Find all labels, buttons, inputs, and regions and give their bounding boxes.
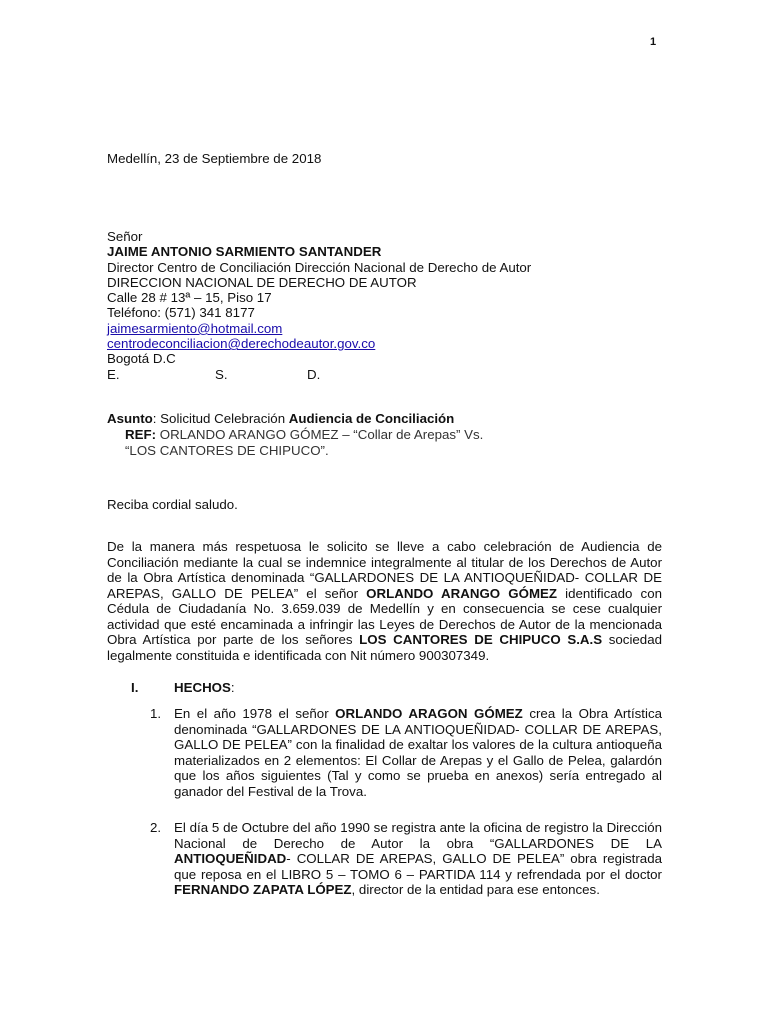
ref-text-2: “LOS CANTORES DE CHIPUCO”. bbox=[125, 443, 329, 458]
item-bold: ANTIOQUEÑIDAD bbox=[174, 851, 287, 867]
item-text: En el año 1978 el señor bbox=[174, 706, 336, 721]
item-bold: ORLANDO ARAGON GÓMEZ bbox=[335, 706, 523, 721]
section-colon: : bbox=[230, 680, 235, 695]
list-item bbox=[150, 820, 662, 898]
recipient-phone: Teléfono: (571) 341 8177 bbox=[107, 305, 255, 321]
recipient-name: JAIME ANTONIO SARMIENTO SANTANDER bbox=[107, 244, 382, 260]
greeting: Reciba cordial saludo. bbox=[107, 497, 238, 512]
email-link-2[interactable]: centrodeconciliacion@derechodeautor.gov.co bbox=[107, 336, 376, 352]
section-title: HECHOS bbox=[174, 680, 231, 695]
esd-s: S. bbox=[215, 366, 228, 382]
esd-d: D. bbox=[307, 366, 321, 382]
intro-paragraph bbox=[107, 539, 662, 663]
item-bold: FERNANDO ZAPATA LÓPEZ bbox=[174, 882, 352, 898]
item-text: , director de la entidad para ese entonces. bbox=[351, 882, 600, 898]
page-number: 1 bbox=[650, 36, 657, 48]
ref-label: REF: bbox=[125, 427, 157, 442]
intro-text-2: identificado con Cédula de Ciudadanía No. 3.659.039 de Medellín y en consecuencia se cese cualquier actividad que esté encaminada a infringir las Leyes de Derechos de Autor de la mencionada Obra Artística por parte de los señores bbox=[107, 585, 662, 647]
recipient-title: Director Centro de Conciliación Dirección Nacional de Derecho de Autor bbox=[107, 259, 532, 275]
subject-block bbox=[107, 411, 667, 459]
section-number: I. bbox=[131, 680, 139, 695]
section-heading bbox=[131, 680, 235, 695]
date-line: Medellín, 23 de Septiembre de 2018 bbox=[107, 151, 322, 166]
intro-name: ORLANDO ARANGO GÓMEZ bbox=[366, 585, 558, 601]
subject-text: : Solicitud Celebración bbox=[152, 411, 289, 426]
item-text: El día 5 de Octubre del año 1990 se registra ante la oficina de registro la Dirección Nacional de Derecho de Autor la obra “GALLARDONES DE LA bbox=[174, 820, 662, 851]
item-number: 2. bbox=[150, 820, 162, 835]
list-item bbox=[150, 706, 662, 800]
item-number: 1. bbox=[150, 706, 162, 721]
subject-label: Asunto bbox=[107, 411, 153, 426]
ref-text: ORLANDO ARANGO GÓMEZ – “Collar de Arepas” Vs. bbox=[156, 427, 484, 442]
recipient-address: Calle 28 # 13ª – 15, Piso 17 bbox=[107, 290, 272, 306]
recipient-block bbox=[107, 229, 627, 382]
esd-line bbox=[107, 367, 627, 382]
item-text: crea la Obra Artística denominada “GALLARDONES DE LA ANTIOQUEÑIDAD- COLLAR DE AREPAS, GALLO DE PELEA” con la finalidad de exaltar los valores de la cultura antioqueña materializados en 2 elementos: El Collar de Arepas y el Gallo de Pelea, galardón que los años siguientes (Tal y como se prueba en anexos) sería entregado al ganador del Festival de la Trova. bbox=[174, 706, 662, 799]
item-text: - COLLAR DE AREPAS, GALLO DE PELEA” obra registrada que reposa en el LIBRO 5 – TOMO 6 – PARTIDA 114 y refrendada por el doctor bbox=[174, 851, 662, 882]
recipient-city: Bogotá D.C bbox=[107, 351, 176, 367]
salutation: Señor bbox=[107, 229, 143, 244]
intro-text-3: sociedad legalmente constituida e identificada con Nit número 900307349. bbox=[107, 632, 662, 663]
intro-company: LOS CANTORES DE CHIPUCO S.A.S bbox=[359, 632, 603, 647]
email-link-1[interactable]: jaimesarmiento@hotmail.com bbox=[107, 320, 283, 336]
recipient-organization: DIRECCION NACIONAL DE DERECHO DE AUTOR bbox=[107, 274, 417, 290]
subject-bold: Audiencia de Conciliación bbox=[288, 411, 455, 426]
esd-e: E. bbox=[107, 366, 120, 382]
intro-text-1: De la manera más respetuosa le solicito se lleve a cabo celebración de Audiencia de Conciliación mediante la cual se indemnice integralmente al titular de los Derechos de Autor de la Obra Artística denominada “GALLARDONES DE LA ANTIOQUEÑIDAD- COLLAR DE AREPAS, GALLO DE PELEA” el señor bbox=[107, 539, 662, 601]
